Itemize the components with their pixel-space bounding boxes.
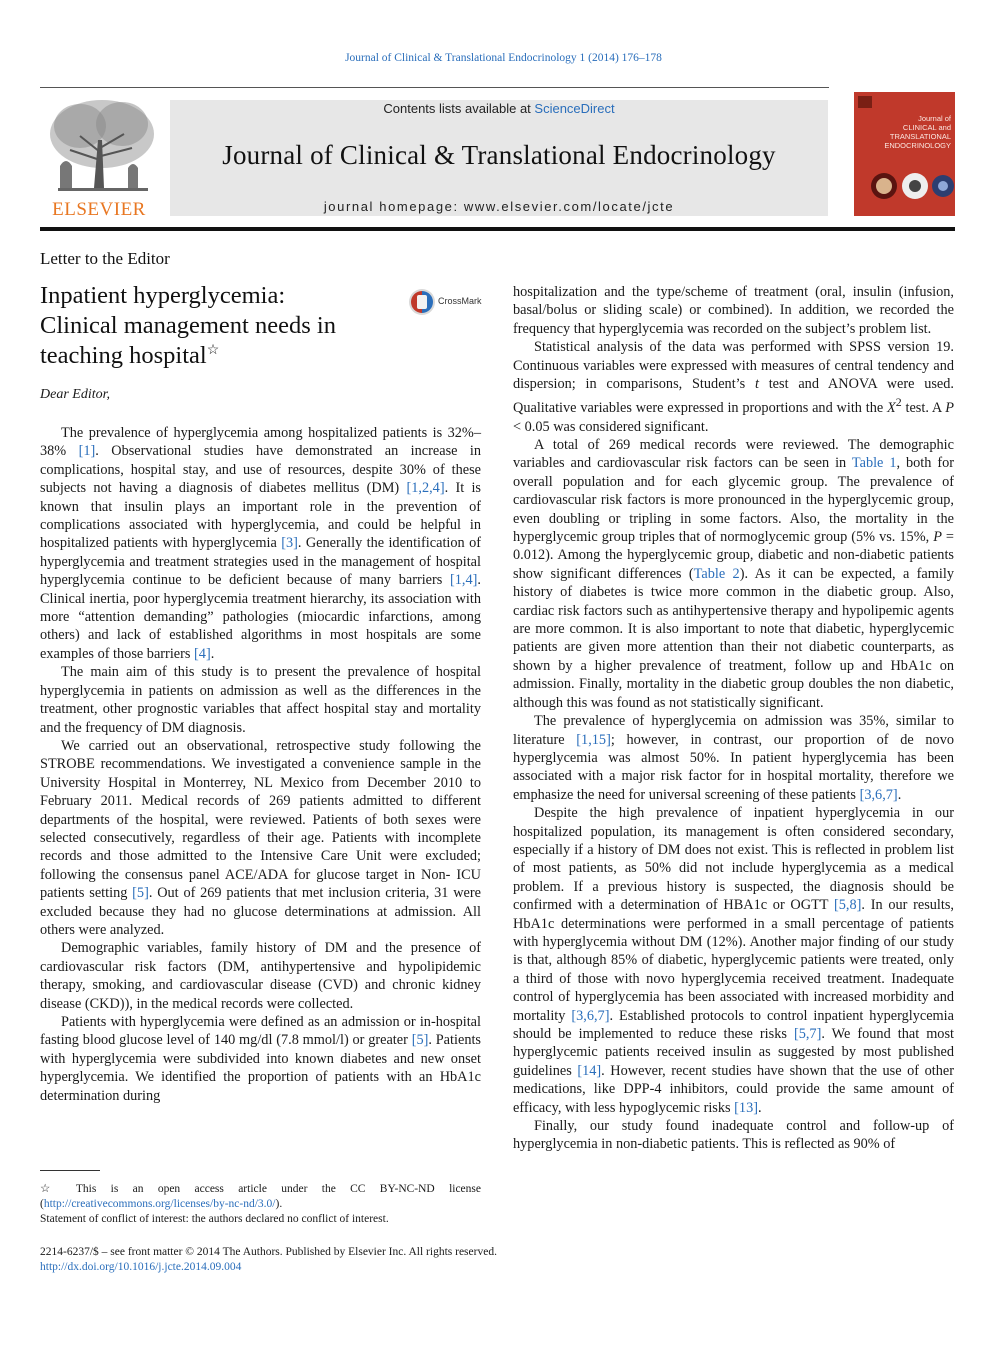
body-text: ; however, in contrast, our proportion of de novo hyperglycemia was almost 50%. In patient hyperglycemia has been associated with a major risk factor for in hospital mortality, therefore we emphasize the need for universal screening of these patients [513, 731, 954, 803]
body-text: . [757, 1099, 762, 1116]
body-column-left [40, 424, 481, 1105]
body-paragraph [40, 424, 481, 663]
body-text: The prevalence of hyperglycemia among hospitalized patients is 32%–38% [40, 425, 481, 460]
body-text: . Established protocols to control inpatient hyperglycemia should be implemented to reduce these risks [513, 1007, 954, 1043]
citation-link[interactable]: [1] [78, 443, 96, 460]
body-paragraph [513, 283, 954, 338]
body-paragraph [40, 939, 481, 1013]
issn-copyright-line: 2214-6237/$ – see front matter © 2014 The Authors. Published by Elsevier Inc. All rights reserved. [40, 1246, 497, 1258]
citation-link[interactable]: [4] [194, 645, 211, 662]
license-end: ). [275, 1198, 283, 1210]
body-paragraph [40, 663, 481, 737]
citation-link[interactable]: [13] [734, 1099, 758, 1116]
body-text: Demographic variables, family history of DM and the presence of cardiovascular risk factors (DM, antihypertensive and hypolipidemic therapy, smoking, and cardiovascular disease (CVD) and chronic kidney disease (CKD)), in the medical records were collected. [40, 940, 481, 1012]
contents-line [170, 101, 828, 116]
crossmark-icon [408, 288, 436, 316]
body-text: . We found that most hyperglycemic patients received insulin as suggested by most published guidelines [513, 1026, 954, 1079]
doi-link[interactable]: http://dx.doi.org/10.1016/j.jcte.2014.09.004 [40, 1261, 242, 1273]
italic-symbol: P [945, 400, 954, 417]
body-text: Statistical analysis of the data was performed with SPSS version 19. Continuous variables were expressed with measures of central tendency and dispersion; in comparisons, Student’s [513, 339, 954, 393]
citation-link[interactable]: [14] [577, 1062, 602, 1079]
license-text: This is an open access article under the CC BY-NC-ND license ( [40, 1183, 481, 1210]
body-text: Despite the high prevalence of inpatient hyperglycemia in our hospitalized population, its management is often considered secondary, especially if a history of DM does not exist. This is reflected in problem list of most patients, as 50% did not include hyperglycemia as a medical problem. If a previous history is suspected, the diagnosis should be confirmed with a determination of HBA1c or OGTT [513, 805, 954, 914]
journal-cover-thumbnail[interactable] [854, 92, 955, 216]
citation-link[interactable]: [1,2,4] [406, 480, 445, 497]
body-text: We carried out an observational, retrospective study following the STROBE recommendations. We investigated a convenience sample in the University Hospital in Monterrey, NL Mexico from December 2010 to February 2011. Medical records of 269 patients admitted to different departments of the hospital, were reviewed. Patients of both sexes were selected consecutively, regardless of their age. Patients with incomplete records and those admitted to the Intensive Care Unit were excluded; following the consensus panel ACE/ADA for glucose target in Non- ICU patients setting [40, 737, 481, 902]
body-text: . Out of 269 patients that met inclusion criteria, 31 were excluded because they had no glucose determinations at admission. All others were analyzed. [40, 885, 481, 938]
contents-prefix: Contents lists available at [383, 101, 535, 116]
conflict-statement: Statement of conflict of interest: the authors declared no conflict of interest. [40, 1213, 389, 1225]
body-text: . Clinical inertia, poor hyperglycemia treatment hierarchy, its association with more “attention demanding” pathologies (miocardic infarctions, among others) and lack of established algorithms in most hospitals are some examples of those barriers [40, 572, 481, 662]
title-footnote-mark[interactable]: ☆ [206, 342, 220, 358]
body-text: = 0.012). Among the hyperglycemic group, diabetic and non-diabetic patients show significant differences ( [513, 529, 954, 582]
citation-link[interactable]: [3] [281, 535, 298, 552]
body-text: Patients with hyperglycemia were defined as an admission or in-hospital fasting blood glucose level of 140 mg/dl (7.8 mmol/l) or greater [40, 1014, 481, 1049]
journal-title: Journal of Clinical & Translational Endocrinology [222, 140, 776, 170]
body-text: . [210, 645, 215, 662]
body-text: , both for overall population and for each glycemic group. The prevalence of cardiovascular risk factors is more pronounced in the hyperglycemic group, even doubling or tripling in some factors. Also, the mortality in the hyperglycemic group triples that of normoglycemic group (5% vs. 15%, [513, 455, 954, 546]
body-text: A total of 269 medical records were reviewed. The demographic variables and cardiovascular risk factors can be seen in [513, 437, 954, 472]
masthead-rule [40, 227, 955, 231]
body-text: . Patients with hyperglycemia were subdivided into known diabetes and new onset hyperglycemia. We identified the proportion of patients with an HbA1c determination during [40, 1032, 481, 1104]
header-rule [40, 87, 829, 88]
license-footnote [40, 1182, 481, 1212]
body-text: test. A [901, 400, 946, 417]
homepage-prefix: journal homepage: [323, 199, 464, 214]
superscript: 2 [895, 395, 902, 410]
body-text: < 0.05 was considered significant. [513, 418, 709, 435]
sciencedirect-link[interactable]: ScienceDirect [534, 101, 615, 116]
crossmark-label: CrossMark [438, 296, 482, 306]
citation-link[interactable]: [1,4] [450, 572, 478, 589]
footnote-rule [40, 1170, 100, 1171]
body-paragraph [513, 436, 954, 712]
cover-line: CLINICAL and [902, 123, 951, 132]
body-column-right [513, 283, 954, 1154]
body-text: hospitalization and the type/scheme of treatment (oral, insulin (infusion, basal/bolus or sliding scale) or combined). In addition, we recorded the frequency that hyperglycemia was recorded on the subject’s problem list. [513, 284, 954, 337]
elsevier-wordmark: ELSEVIER [52, 199, 146, 220]
crossmark-badge[interactable] [408, 288, 488, 316]
citation-link[interactable]: [5] [411, 1032, 429, 1049]
article-meta [40, 1245, 740, 1275]
citation-link[interactable]: Table 1 [851, 455, 897, 472]
body-text: The prevalence of hyperglycemia on admission was 35%, similar to literature [513, 713, 954, 748]
footnote-mark: ☆ [40, 1183, 62, 1195]
homepage-link[interactable]: www.elsevier.com/locate/jcte [463, 199, 675, 214]
body-paragraph [40, 1013, 481, 1105]
body-paragraph [40, 737, 481, 939]
citation-link[interactable]: Table 2 [693, 565, 740, 582]
body-text: ). As it can be expected, a family history of diabetes is twice more common in the diabetic group. Also, cardiac risk factors such as antihypertensive therapy and hypolipemic agents are more common. It is also important to note that diabetic, hyperglycemic patients are given more attention than their not diabetic counterparts, as shown by a higher prevalence of treatment, follow up and HbA1c on admission. Finally, mortality in the diabetic group doubles the non diabetic, although this was found as not statistically significant. [513, 565, 954, 711]
tree-logo-graphic [40, 96, 158, 196]
citation-link[interactable]: [1,15] [576, 731, 611, 748]
citation-link[interactable]: [5,8] [834, 897, 862, 914]
running-header[interactable]: Journal of Clinical & Translational Endocrinology 1 (2014) 176–178 [345, 52, 662, 64]
body-text: Finally, our study found inadequate control and follow-up of hyperglycemia in non-diabetic patients. This is reflected as 90% of [513, 1118, 954, 1153]
body-text: test and ANOVA were used. Qualitative variables were expressed in proportions and with the [513, 376, 954, 417]
body-paragraph [513, 338, 954, 436]
citation-link[interactable]: [3,6,7] [859, 786, 898, 803]
license-link[interactable]: http://creativecommons.org/licenses/by-nc-nd/3.0/ [43, 1198, 276, 1210]
cover-line: TRANSLATIONAL [889, 132, 951, 141]
citation-link[interactable]: [5,7] [793, 1026, 822, 1043]
article-title [40, 281, 400, 371]
citation-link[interactable]: [5] [132, 885, 149, 902]
cover-artwork [854, 92, 955, 216]
italic-symbol: t [754, 376, 759, 393]
article-type-label: Letter to the Editor [40, 249, 170, 268]
title-line-text: teaching hospital [40, 342, 207, 369]
body-text: . However, recent studies have shown that the use of other medications, like DPP-4 inhibitors, could provide the same amount of efficacy, with less hypoglycemic risks [513, 1062, 955, 1116]
cover-line: ENDOCRINOLOGY [884, 141, 951, 150]
italic-symbol: P [933, 529, 942, 546]
citation-link[interactable]: [3,6,7] [571, 1007, 610, 1024]
body-paragraph [513, 1117, 954, 1154]
salutation: Dear Editor, [40, 387, 110, 402]
body-text: . [897, 786, 902, 803]
journal-homepage [170, 199, 828, 214]
italic-symbol: X [887, 400, 896, 417]
title-line: Inpatient hyperglycemia: [40, 282, 286, 309]
title-line: Clinical management needs in [40, 312, 336, 339]
cover-line: Journal of [918, 114, 951, 123]
title-line [40, 341, 400, 371]
body-paragraph [513, 712, 954, 804]
body-text: . Observational studies have demonstrated an increase in complications, hospital stay, and use of resources, despite 30% of these subjects not having a diagnosis of diabetes mellitus (DM) [40, 443, 481, 497]
body-text: . Generally the identification of hyperglycemia and treatment strategies used in the management of hospital hyperglycemia continue to be deficient because of many barriers [40, 535, 481, 589]
body-text: The main aim of this study is to present the prevalence of hospital hyperglycemia in patients on admission as well as the differences in the treatment, other prognostic variables that affect hospital stay and mortality and the frequency of DM diagnosis. [40, 664, 481, 736]
footnotes [40, 1182, 481, 1227]
body-text: . In our results, HbA1c determinations were performed in a small percentage of patients with hyperglycemia without DM (12%). Another major finding of our study is that, although 85% of diabetic, hyperglycemic patients were treated, only a third of those with novo hyperglycemia received treatment. Inadequate control of hyperglycemia has been associated with increased morbidity and mortality [513, 897, 954, 1024]
body-text: . It is known that insulin plays an important role in the prevention of complications associated with hyperglycemia, and could be helpful in hospitalized patients with hyperglycemia [40, 480, 481, 552]
body-paragraph [513, 804, 954, 1117]
